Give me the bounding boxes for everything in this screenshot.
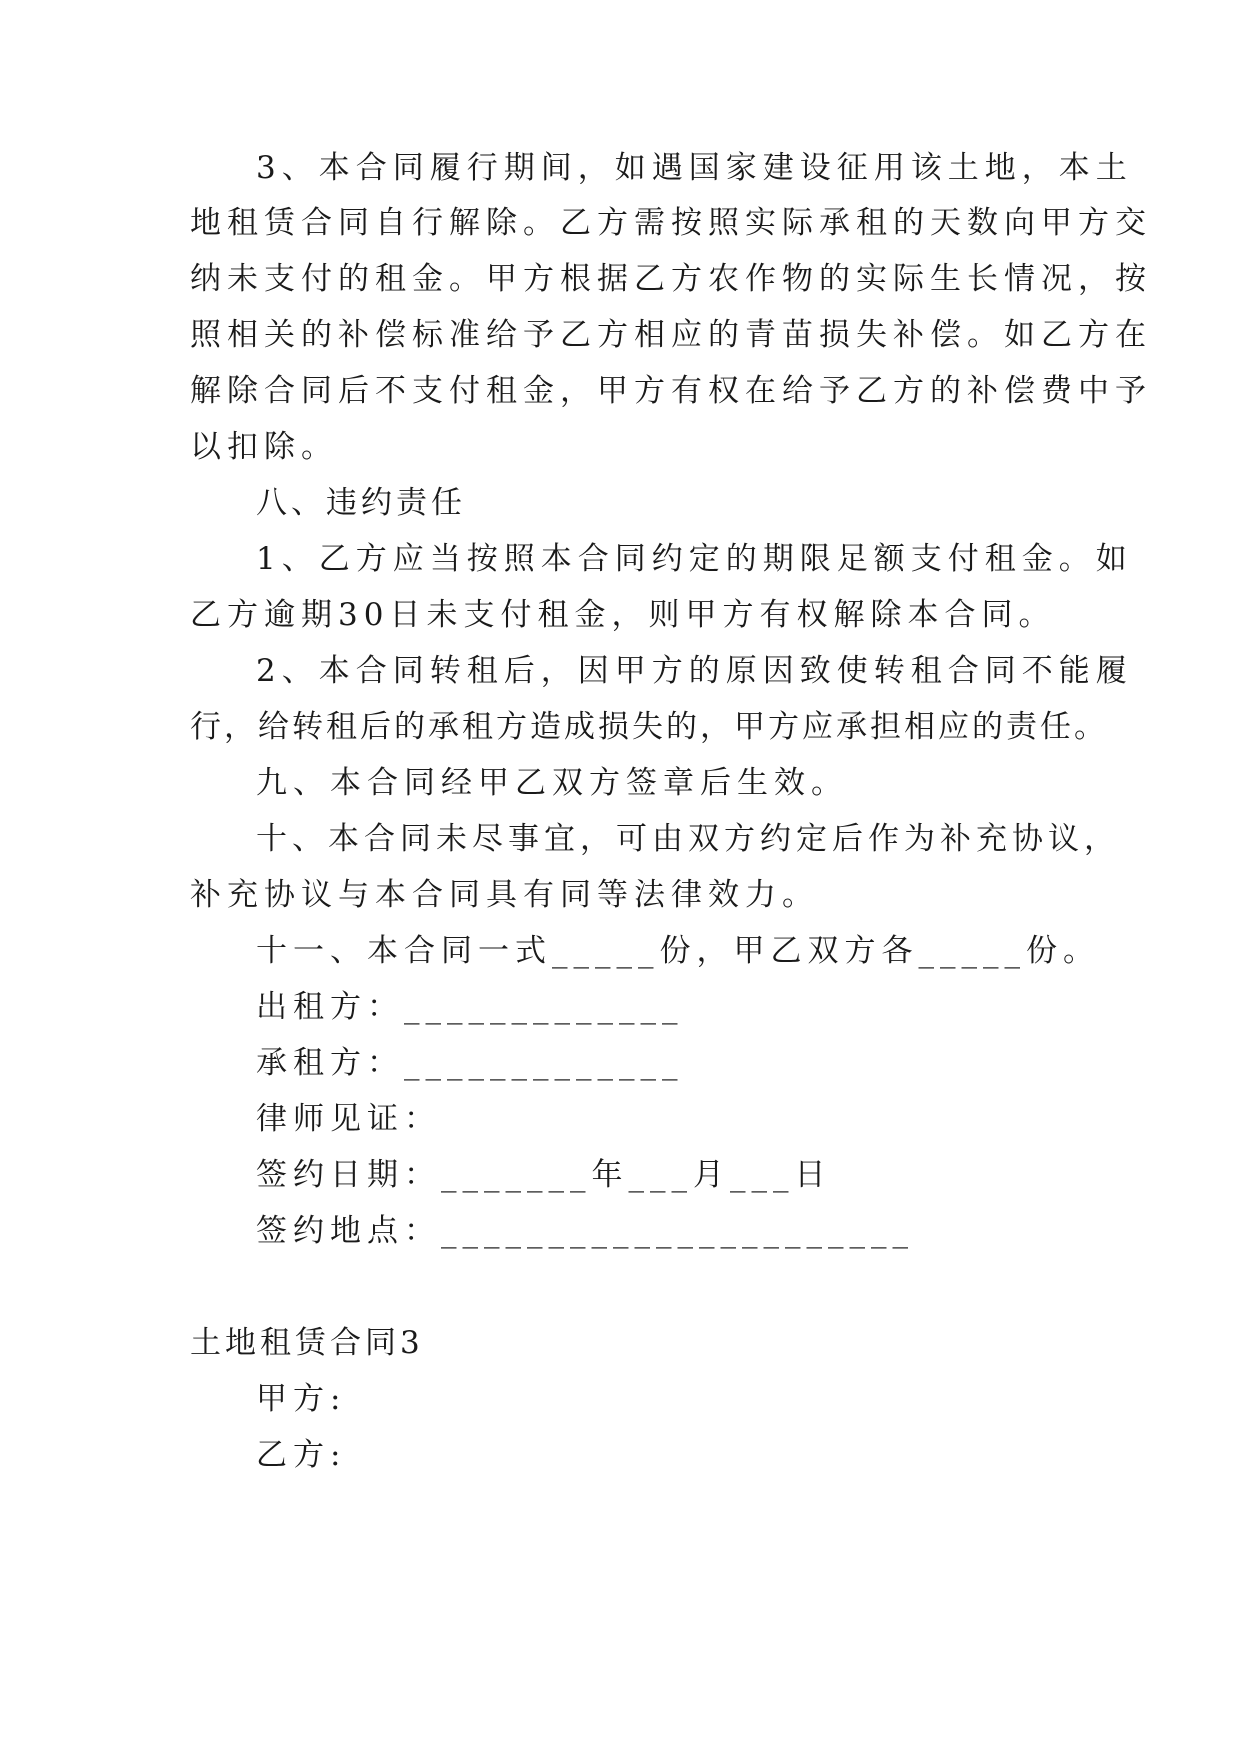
paragraph-line: 照相关的补偿标准给予乙方相应的青苗损失补偿。如乙方在 [190,317,1152,353]
paragraph-line: 行，给转租后的承租方造成损失的，甲方应承担相应的责任。 [190,709,1108,745]
paragraph-line: 解除合同后不支付租金，甲方有权在给予乙方的补偿费中予 [190,373,1152,409]
contract-title: 土地租赁合同3 [190,1325,424,1361]
paragraph-line: 3、本合同履行期间，如遇国家建设征用该土地，本土 [256,150,1133,186]
paragraph-line: 地租赁合同自行解除。乙方需按照实际承租的天数向甲方交 [190,205,1152,241]
paragraph-line: 1、乙方应当按照本合同约定的期限足额支付租金。如 [256,541,1133,577]
paragraph-line: 九、本合同经甲乙双方签章后生效。 [256,765,848,801]
lessee-signature-line: 承租方：_____________ [256,1045,684,1081]
paragraph-line: 2、本合同转租后，因甲方的原因致使转租合同不能履 [256,653,1133,689]
lawyer-witness-line: 律师见证： [256,1101,441,1137]
signing-place-line: 签约地点：______________________ [256,1213,914,1249]
paragraph-line: 纳未支付的租金。甲方根据乙方农作物的实际生长情况，按 [190,261,1152,297]
section-heading: 八、违约责任 [256,485,466,521]
lessor-signature-line: 出租方：_____________ [256,989,684,1025]
paragraph-line: 补充协议与本合同具有同等法律效力。 [190,877,819,913]
paragraph-line: 十一、本合同一式_____份，甲乙双方各_____份。 [256,933,1100,969]
paragraph-line: 以扣除。 [190,429,338,465]
paragraph-line: 乙方逾期30日未支付租金，则甲方有权解除本合同。 [190,597,1056,633]
party-b-line: 乙方: [256,1437,347,1473]
party-a-line: 甲方: [256,1381,347,1417]
signing-date-line: 签约日期：_______年___月___日 [256,1157,832,1193]
paragraph-line: 十、本合同未尽事宜，可由双方约定后作为补充协议， [256,821,1120,857]
